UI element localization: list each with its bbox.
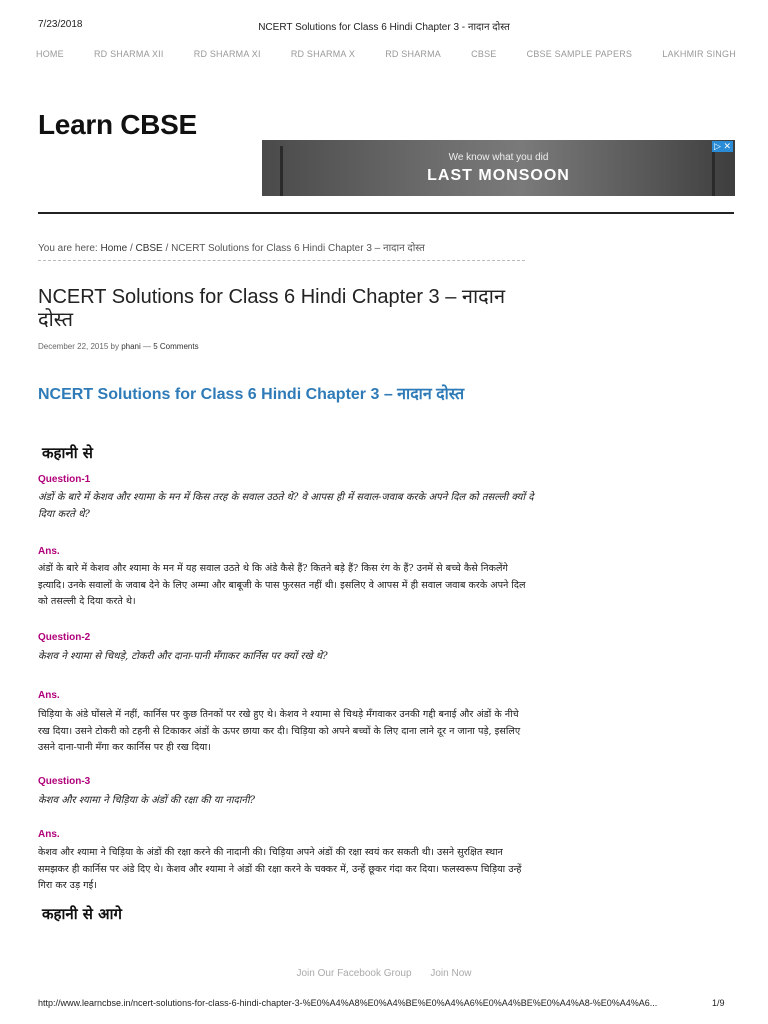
post-author[interactable]: phani [121,342,141,351]
breadcrumb-separator: / [129,243,133,254]
post-dash: — [143,342,151,351]
facebook-group-link[interactable]: Join Our Facebook Group [296,968,412,979]
article-heading: NCERT Solutions for Class 6 Hindi Chapter 3 – नादान दोस्त [38,386,465,403]
nav-rd-sharma-xi[interactable]: RD SHARMA XI [193,49,261,59]
nav-rd-sharma[interactable]: RD SHARMA [385,49,442,59]
question-label: Question-2 [38,632,91,643]
join-now-button[interactable]: Join Now [430,968,472,979]
top-nav [36,49,736,59]
breadcrumb-home[interactable]: Home [100,243,128,254]
post-title: NCERT Solutions for Class 6 Hindi Chapter 3 – नादान दोस्त [38,286,506,331]
site-title[interactable]: Learn CBSE [38,109,197,140]
answer-label: Ans. [38,690,60,701]
answer-label: Ans. [38,829,60,840]
post-comments-link[interactable]: 5 Comments [153,342,199,351]
breadcrumb [38,240,425,254]
nav-rd-sharma-x[interactable]: RD SHARMA X [290,49,356,59]
nav-rd-sharma-xii[interactable]: RD SHARMA XII [93,49,164,59]
print-page-number: 1/9 [712,998,725,1008]
ad-banner[interactable] [262,140,735,196]
nav-home[interactable]: HOME [36,49,64,59]
breadcrumb-divider [38,260,525,261]
answer-text: अंडों के बारे में केशव और श्यामा के मन में यह सवाल उठते थे कि अंडे कैसे हैं? कितने बड़े हैं? किस रंग के हैं? उनमें से बच्चे कैसे निकलेंगे इत्यादि। उनके सवालों के जवाब देने के लिए अम्मा और बाबूजी के पास फुरसत नहीं थी। इसलिए वे आपस में ही सवाल जवाब करके अपने दिल को तसल्ली दे दिया करते थे। [38,563,526,607]
breadcrumb-current: NCERT Solutions for Class 6 Hindi Chapter 3 – नादान दोस्त [171,243,425,254]
post-date: December 22, 2015 [38,342,109,351]
print-title: NCERT Solutions for Class 6 Hindi Chapter 3 - नादान दोस्त [258,22,510,33]
print-url: http://www.learncbse.in/ncert-solutions-for-class-6-hindi-chapter-3-%E0%A4%A8%E0%A4%BE%E0%A4%A6%E0%A4%BE%E0%A4%A8-%E0%A4%A6... [38,998,658,1008]
print-date: 7/23/2018 [38,19,83,30]
nav-lakhmir-singh[interactable]: LAKHMIR SINGH [662,49,736,59]
question-text: केशव और श्यामा ने चिड़िया के अंडों की रक्षा की या नादानी? [38,795,255,806]
section-heading: कहानी से आगे [42,905,122,923]
adchoices-icon[interactable]: ▷ ✕ [714,141,731,151]
facebook-bar [0,968,768,979]
question-text: अंडों के बारे में केशव और श्यामा के मन में किस तरह के सवाल उठते थे? वे आपस ही में सवाल-जवाब करके अपने दिल को तसल्ली क्यों दे दिया करते थे? [38,492,534,520]
ad-headline: LAST MONSOON [427,167,570,184]
post-by: by [110,342,119,351]
breadcrumb-cbse[interactable]: CBSE [135,243,163,254]
header-divider [38,212,734,214]
breadcrumb-prefix: You are here: [38,243,98,254]
answer-label: Ans. [38,546,60,557]
breadcrumb-separator: / [165,243,169,254]
answer-text: केशव और श्यामा ने चिड़िया के अंडों की रक्षा करने की नादानी की। चिड़िया अपने अंडों की रक्षा स्वयं कर सकती थी। उसने सुरक्षित स्थान समझकर ही कार्निस पर अंडे दिए थे। केशव और श्यामा ने अंडों की रक्षा करने के चक्कर में, उन्हें छूकर गंदा कर दिया। फलस्वरूप चिड़िया उन्हें गिरा कर उड़ गई। [38,847,522,891]
nav-cbse[interactable]: CBSE [471,49,497,59]
ad-tagline: We know what you did [448,152,549,163]
question-text: केशव ने श्यामा से चिथड़े, टोकरी और दाना-पानी मँगाकर कार्निस पर क्यों रखे थे? [38,651,328,662]
answer-text: चिड़िया के अंडे घोंसले में नहीं, कार्निस पर कुछ तिनकों पर रखे हुए थे। केशव ने श्यामा से चिथड़े मँगवाकर उनकी गद्दी बनाई और अंडों के नीचे रख दिया। उसने टोकरी को टहनी से टिकाकर अंडों के ऊपर छाया कर दी। चिड़िया को अपने बच्चों के लिए दाना लाने दूर न जाना पड़े, इसलिए उसने दाना-पानी मँगा कर कार्निस पर ही रख दिया। [38,709,521,753]
question-label: Question-1 [38,474,91,485]
question-label: Question-3 [38,776,91,787]
post-meta [38,342,199,351]
section-heading: कहानी से [42,444,93,462]
nav-cbse-sample-papers[interactable]: CBSE SAMPLE PAPERS [526,49,633,59]
